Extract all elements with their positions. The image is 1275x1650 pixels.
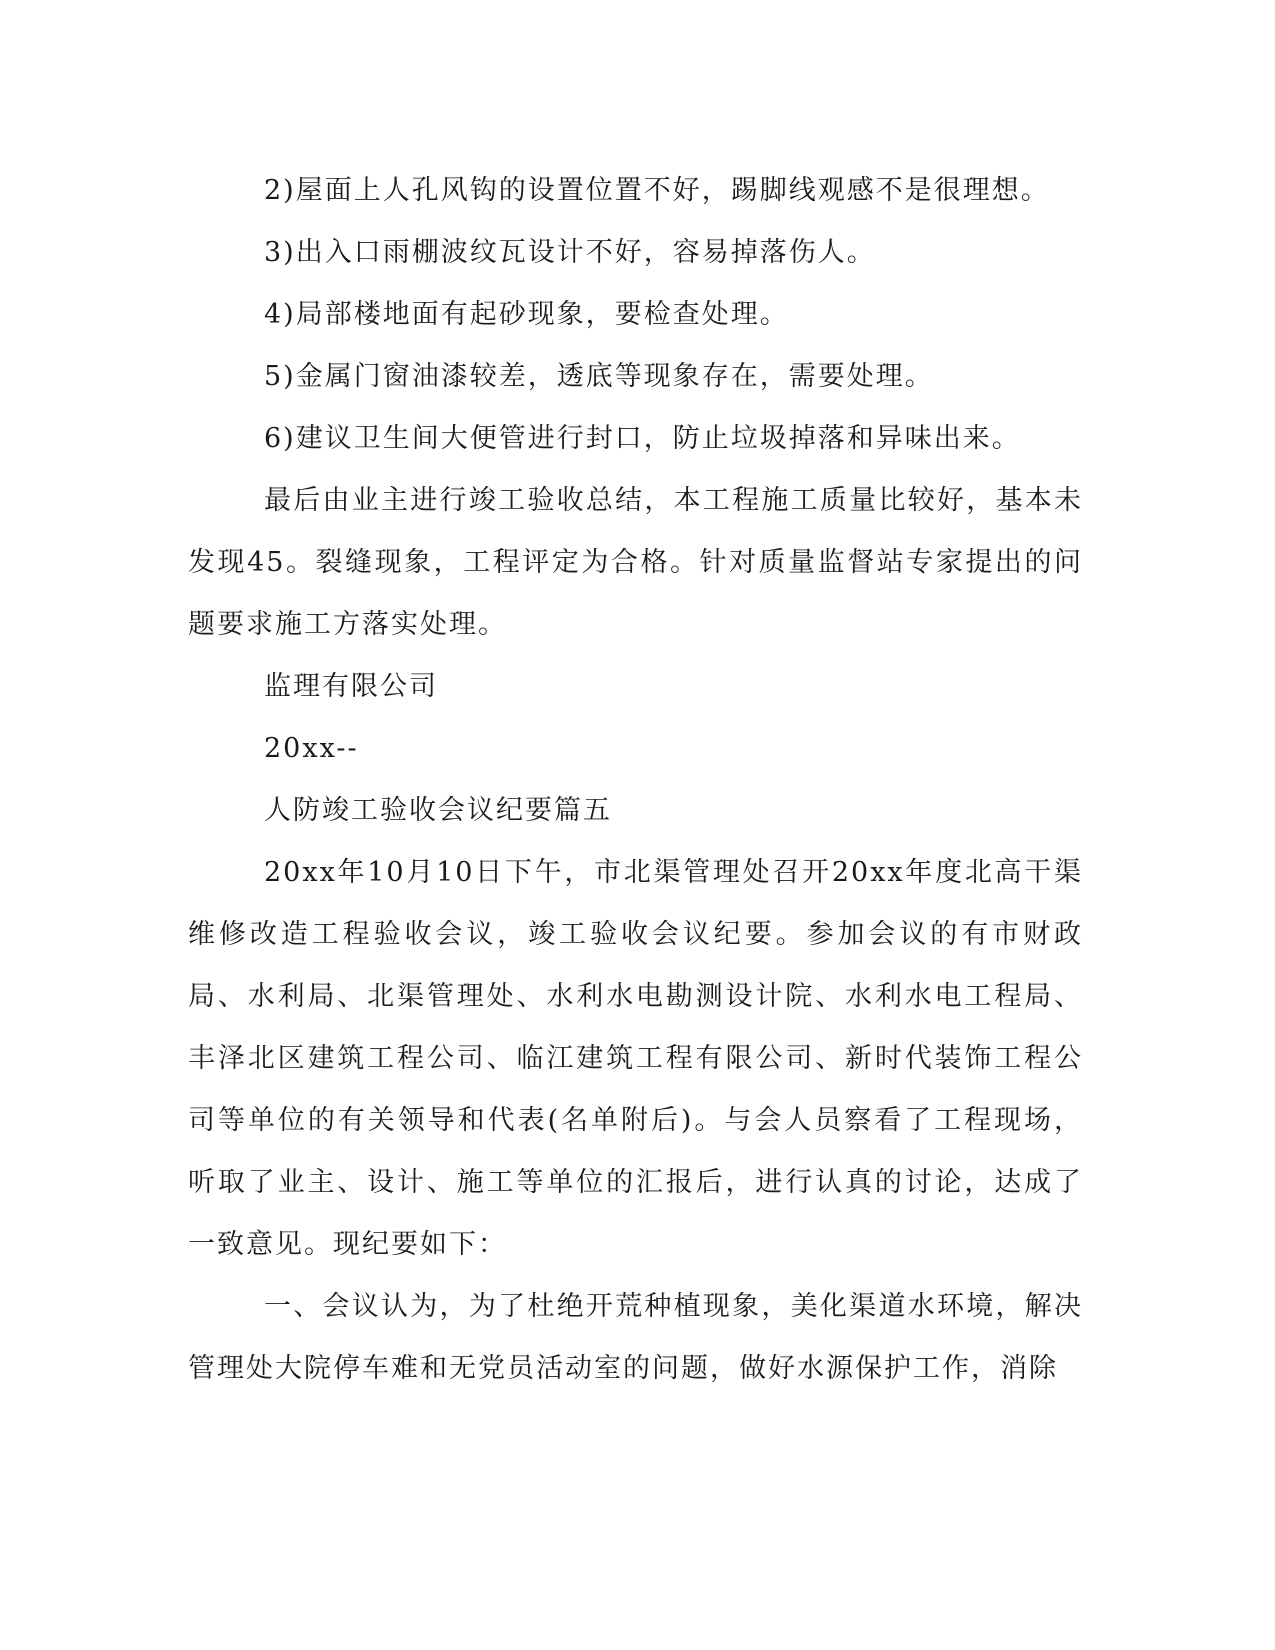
- summary-paragraph: 最后由业主进行竣工验收总结，本工程施工质量比较好，基本未发现45。裂缝现象，工程评定为合格。针对质量监督站专家提出的问题要求施工方落实处理。: [188, 485, 1083, 640]
- list-item-4: 4)局部楼地面有起砂现象，要检查处理。: [264, 299, 789, 330]
- signature-company: 监理有限公司: [264, 671, 438, 702]
- list-item-6: 6)建议卫生间大便管进行封口，防止垃圾掉落和异味出来。: [264, 423, 1021, 454]
- section-title: 人防竣工验收会议纪要篇五: [264, 795, 612, 826]
- meeting-intro-paragraph: 20xx年10月10日下午，市北渠管理处召开20xx年度北高干渠维修改造工程验收会议，竣工验收会议纪要。参加会议的有市财政局、水利局、北渠管理处、水利水电勘测设计院、水利水电工程局、丰泽北区建筑工程公司、临江建筑工程有限公司、新时代装饰工程公司等单位的有关领导和代表(名单附后)。与会人员察看了工程现场，听取了业主、设计、施工等单位的汇报后，进行认真的讨论，达成了一致意见。现纪要如下：: [188, 857, 1083, 1260]
- meeting-point-1: 一、会议认为，为了杜绝开荒种植现象，美化渠道水环境，解决管理处大院停车难和无党员活动室的问题，做好水源保护工作，消除: [188, 1291, 1083, 1384]
- list-item-2: 2)屋面上人孔风钩的设置位置不好，踢脚线观感不是很理想。: [264, 175, 1050, 206]
- signature-date: 20xx--: [264, 733, 359, 764]
- list-item-5: 5)金属门窗油漆较差，透底等现象存在，需要处理。: [264, 361, 934, 392]
- document-body: [188, 160, 1083, 1400]
- list-item-3: 3)出入口雨棚波纹瓦设计不好，容易掉落伤人。: [264, 237, 876, 268]
